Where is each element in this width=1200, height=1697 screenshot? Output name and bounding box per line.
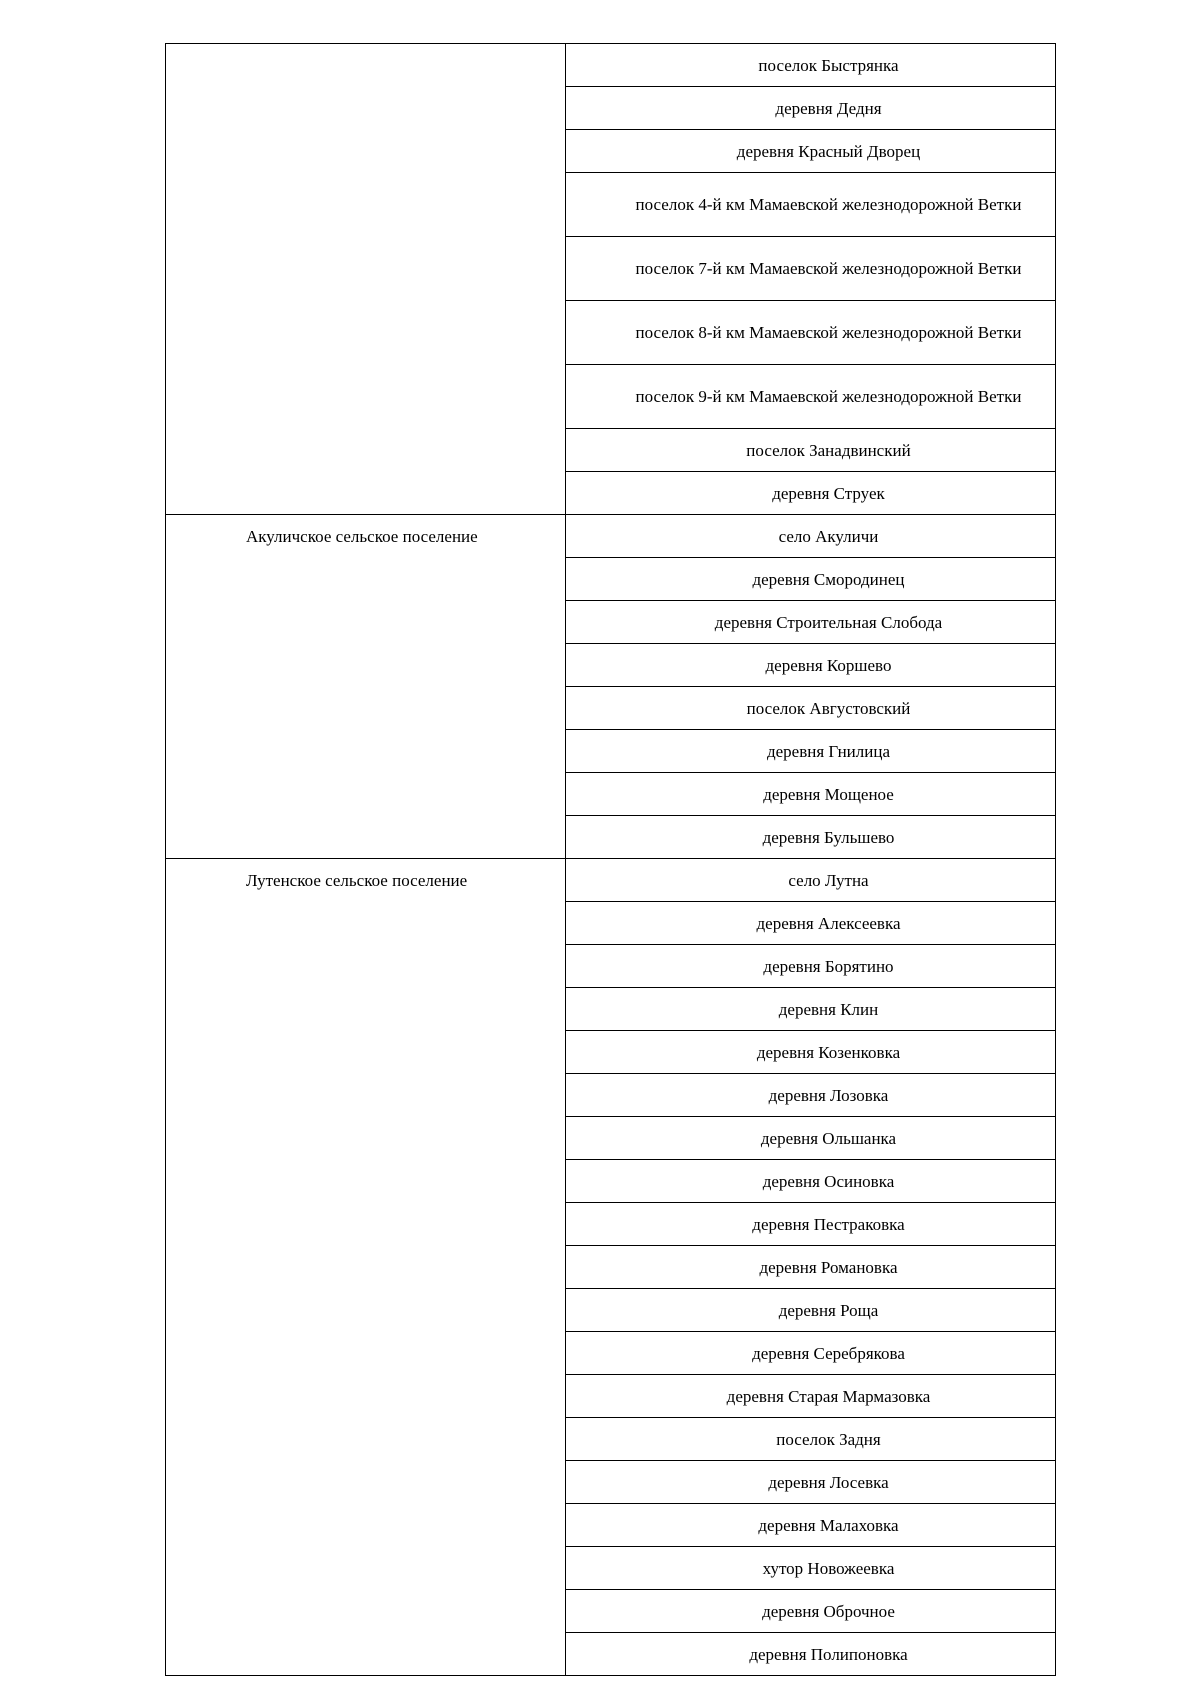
- table-row: [166, 44, 1056, 87]
- locality-cell: деревня Ольшанка: [566, 1117, 1056, 1160]
- locality-cell: деревня Старая Мармазовка: [566, 1375, 1056, 1418]
- locality-cell: поселок Занадвинский: [566, 429, 1056, 472]
- locality-cell: село Акуличи: [566, 515, 1056, 558]
- locality-cell: деревня Клин: [566, 988, 1056, 1031]
- locality-cell: деревня Смородинец: [566, 558, 1056, 601]
- locality-cell: деревня Оброчное: [566, 1590, 1056, 1633]
- locality-cell: деревня Полипоновка: [566, 1633, 1056, 1676]
- table-row: [166, 515, 1056, 558]
- locality-cell: хутор Новожеевка: [566, 1547, 1056, 1590]
- locality-cell: поселок 4-й км Мамаевской железнодорожной Ветки: [566, 173, 1056, 237]
- locality-cell: деревня Алексеевка: [566, 902, 1056, 945]
- locality-cell: деревня Романовка: [566, 1246, 1056, 1289]
- locality-cell: поселок Быстрянка: [566, 44, 1056, 87]
- settlement-cell: Акуличское сельское поселение: [166, 515, 566, 859]
- locality-cell: деревня Лозовка: [566, 1074, 1056, 1117]
- locality-cell: поселок 9-й км Мамаевской железнодорожной Ветки: [566, 365, 1056, 429]
- locality-cell: деревня Борятино: [566, 945, 1056, 988]
- settlement-cell: Лутенское сельское поселение: [166, 859, 566, 1676]
- locality-cell: деревня Коршево: [566, 644, 1056, 687]
- locality-cell: деревня Роща: [566, 1289, 1056, 1332]
- table-row: [166, 859, 1056, 902]
- locality-cell: поселок 7-й км Мамаевской железнодорожной Ветки: [566, 237, 1056, 301]
- locality-cell: деревня Козенковка: [566, 1031, 1056, 1074]
- locality-cell: деревня Серебрякова: [566, 1332, 1056, 1375]
- locality-cell: деревня Лосевка: [566, 1461, 1056, 1504]
- locality-cell: деревня Мощеное: [566, 773, 1056, 816]
- locality-cell: поселок Задня: [566, 1418, 1056, 1461]
- locality-cell: деревня Пестраковка: [566, 1203, 1056, 1246]
- locality-cell: деревня Струек: [566, 472, 1056, 515]
- locality-cell: деревня Строительная Слобода: [566, 601, 1056, 644]
- locality-cell: поселок 8-й км Мамаевской железнодорожной Ветки: [566, 301, 1056, 365]
- settlement-cell: [166, 44, 566, 515]
- settlements-table-body: [166, 44, 1056, 1676]
- locality-cell: деревня Малаховка: [566, 1504, 1056, 1547]
- locality-cell: деревня Бульшево: [566, 816, 1056, 859]
- locality-cell: деревня Осиновка: [566, 1160, 1056, 1203]
- locality-cell: деревня Красный Дворец: [566, 130, 1056, 173]
- locality-cell: деревня Дедня: [566, 87, 1056, 130]
- locality-cell: поселок Августовский: [566, 687, 1056, 730]
- settlements-table: [165, 43, 1056, 1676]
- locality-cell: деревня Гнилица: [566, 730, 1056, 773]
- locality-cell: село Лутна: [566, 859, 1056, 902]
